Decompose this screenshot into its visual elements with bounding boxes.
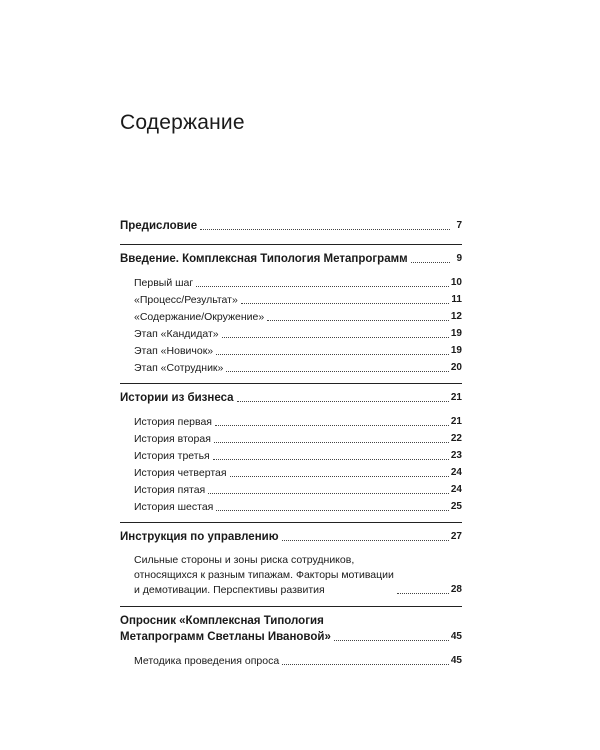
dot-leader <box>282 540 449 541</box>
dot-leader <box>216 510 449 511</box>
toc-entry-preface[interactable] <box>120 218 462 234</box>
toc-subentry-label: «Содержание/Окружение» <box>134 311 265 323</box>
toc-page-number: 11 <box>451 294 462 305</box>
dot-leader <box>200 229 450 230</box>
toc-page-number: 22 <box>450 433 462 444</box>
toc-page-number: 9 <box>456 253 462 264</box>
toc-subentry-label: История пятая <box>134 484 206 496</box>
toc-page-number: 10 <box>450 277 462 288</box>
toc-subentry-label: Этап «Новичок» <box>134 345 214 357</box>
toc-subentry-label: Этап «Сотрудник» <box>134 362 224 374</box>
toc-subentry[interactable] <box>120 653 462 669</box>
toc-entry-introduction[interactable] <box>120 251 462 267</box>
toc-page-number: 24 <box>450 484 462 495</box>
dot-leader <box>208 493 449 494</box>
toc-subentry[interactable] <box>120 343 462 359</box>
toc-subentry[interactable] <box>120 326 462 342</box>
toc-subentry[interactable] <box>120 309 462 325</box>
dot-leader <box>411 262 450 263</box>
dot-leader <box>334 640 449 641</box>
dot-leader <box>237 401 449 402</box>
toc-entry-management-instructions[interactable] <box>120 529 462 545</box>
toc-entry-label: Введение. Комплексная Типология Метапрограмм <box>120 253 408 265</box>
dot-leader <box>226 371 449 372</box>
toc-section-preface <box>120 218 462 234</box>
toc-subentry[interactable] <box>120 482 462 498</box>
toc-section-business-stories <box>120 383 462 515</box>
dot-leader <box>267 320 449 321</box>
toc-subentry-label: Методика проведения опроса <box>134 655 280 667</box>
toc-subentry[interactable] <box>120 553 462 598</box>
toc-subentry[interactable] <box>120 292 462 308</box>
toc-entry-label: Опросник «Комплексная Типология Метапрограмм Светланы Ивановой» <box>120 615 331 643</box>
dot-leader <box>215 425 449 426</box>
toc-subentry-label: История третья <box>134 450 210 462</box>
toc-section-introduction <box>120 244 462 376</box>
toc-page-number: 23 <box>450 450 462 461</box>
toc-subentry-label: Этап «Кандидат» <box>134 328 219 340</box>
toc-entry-label: Истории из бизнеса <box>120 392 234 404</box>
dot-leader <box>230 476 449 477</box>
toc-page-number: 45 <box>450 655 462 666</box>
toc-subentry[interactable] <box>120 431 462 447</box>
toc-page-number: 21 <box>450 416 462 427</box>
toc-page-number: 19 <box>450 328 462 339</box>
dot-leader <box>282 664 449 665</box>
dot-leader <box>216 354 449 355</box>
table-of-contents <box>120 218 462 670</box>
toc-entry-label: Инструкция по управлению <box>120 531 279 543</box>
toc-page-number: 28 <box>450 584 462 595</box>
toc-page-number: 20 <box>450 362 462 373</box>
toc-entry-business-stories[interactable] <box>120 390 462 406</box>
dot-leader <box>196 286 449 287</box>
toc-page-number: 12 <box>450 311 462 322</box>
toc-subentry-label: История четвертая <box>134 467 227 479</box>
toc-section-questionnaire <box>120 606 462 669</box>
toc-subentry-label: История вторая <box>134 433 211 445</box>
toc-subentry-label: Сильные стороны и зоны риска сотрудников, относящихся к разным типажам. Факторы мотивации и демотивации. Перспективы развития <box>134 554 394 596</box>
toc-subentry[interactable] <box>120 275 462 291</box>
toc-page-number: 24 <box>450 467 462 478</box>
dot-leader <box>241 303 450 304</box>
toc-subentry[interactable] <box>120 448 462 464</box>
dot-leader <box>222 337 449 338</box>
toc-page-number: 19 <box>450 345 462 356</box>
toc-page-number: 45 <box>450 631 462 642</box>
toc-page-number: 27 <box>450 531 462 542</box>
page-title: Содержание <box>120 111 245 134</box>
toc-subentry-label: История шестая <box>134 501 214 513</box>
toc-subentry[interactable] <box>120 499 462 515</box>
toc-entry-label: Предисловие <box>120 220 198 232</box>
toc-section-management-instructions <box>120 522 462 598</box>
toc-subentry-label: «Процесс/Результат» <box>134 294 238 306</box>
dot-leader <box>397 593 449 594</box>
toc-subentry[interactable] <box>120 465 462 481</box>
toc-page-number: 21 <box>450 392 462 403</box>
toc-subentry-label: История первая <box>134 416 212 428</box>
toc-subentry[interactable] <box>120 414 462 430</box>
toc-subentry-label: Первый шаг <box>134 277 194 289</box>
toc-subentry[interactable] <box>120 360 462 376</box>
toc-entry-questionnaire[interactable] <box>120 613 462 645</box>
dot-leader <box>214 442 449 443</box>
dot-leader <box>213 459 449 460</box>
toc-page-number: 25 <box>450 501 462 512</box>
toc-page-number: 7 <box>456 220 462 231</box>
